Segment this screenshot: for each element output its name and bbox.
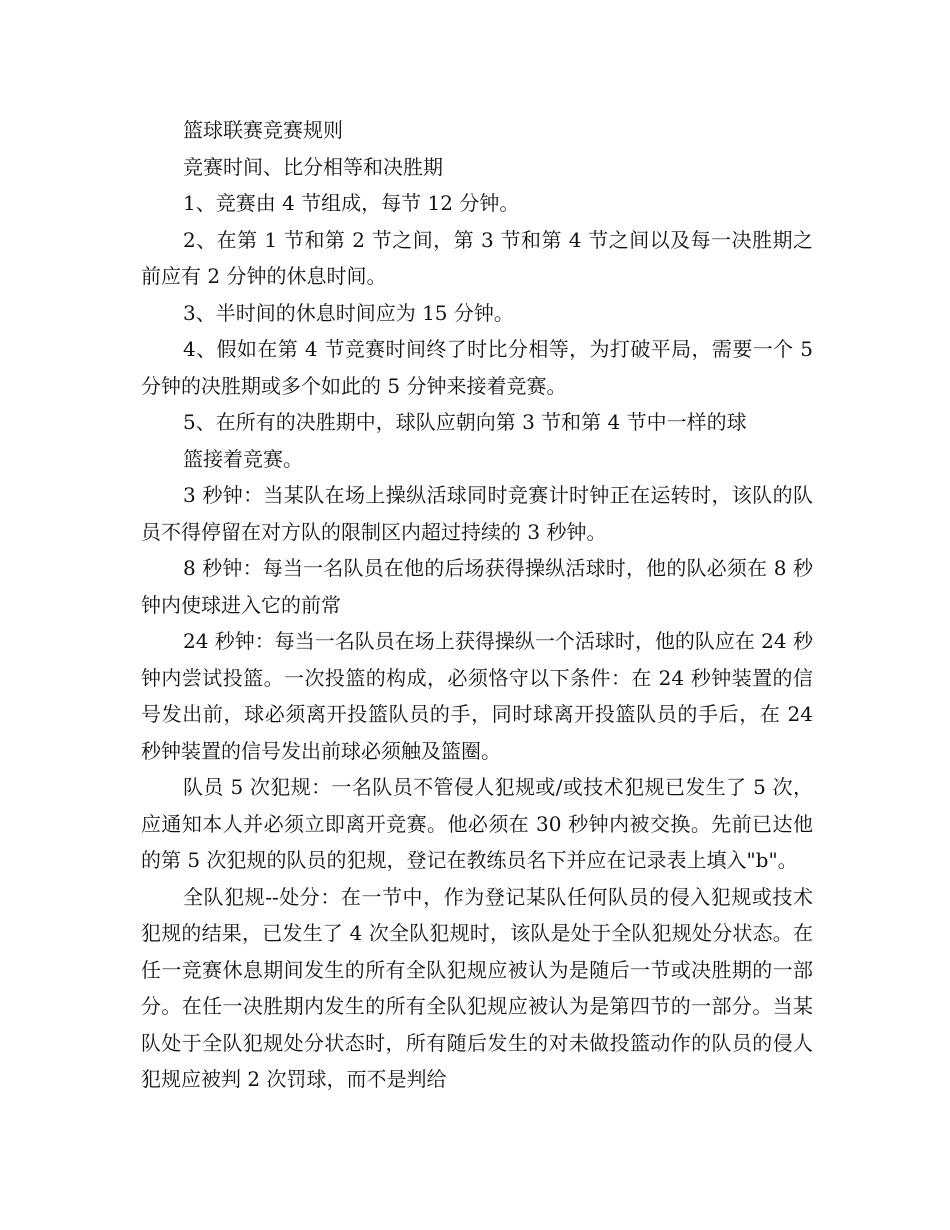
paragraph-rule-4: 4、假如在第 4 节竞赛时间终了时比分相等，为打破平局，需要一个 5 分钟的决胜期或多个如此的 5 分钟来接着竞赛。 xyxy=(141,337,813,398)
document-subtitle: 竞赛时间、比分相等和决胜期 xyxy=(183,154,443,179)
paragraph-player-fouls: 队员 5 次犯规：一名队员不管侵人犯规或/或技术犯规已发生了 5 次，应通知本人并必须立即离开竞赛。他必须在 30 秒钟内被交换。先前已达他的第 5 次犯规的队员的犯规，登记在教练员名下并应在记录表上填入"b"。 xyxy=(141,775,813,872)
document-title: 篮球联赛竞赛规则 xyxy=(183,118,343,142)
paragraph-team-fouls: 全队犯规--处分：在一节中，作为登记某队任何队员的侵入犯规或技术犯规的结果，已发生了 4 次全队犯规时，该队是处于全队犯规处分状态。在任一竞赛休息期间发生的所有全队犯规应被认为是随后一节或决胜期的一部分。在任一决胜期内发生的所有全队犯规应被认为是第四节的一部分。当某队处于全队犯规处分状态时，所有随后发生的对未做投篮动作的队员的侵人犯规应被判 2 次罚球，而不是判给 xyxy=(141,884,813,1091)
paragraph-rule-1: 1、竞赛由 4 节组成，每节 12 分钟。 xyxy=(183,191,520,215)
paragraph-24-second-rule: 24 秒钟：每当一名队员在场上获得操纵一个活球时，他的队应在 24 秒钟内尝试投篮。一次投篮的构成，必须恪守以下条件：在 24 秒钟装置的信号发出前，球必须离开投篮队员的手，同时球离开投篮队员的手后，在 24 秒钟装置的信号发出前球必须触及篮圈。 xyxy=(141,629,813,763)
paragraph-3-second-rule: 3 秒钟：当某队在场上操纵活球同时竞赛计时钟正在运转时，该队的队员不得停留在对方队的限制区内超过持续的 3 秒钟。 xyxy=(141,483,813,544)
paragraph-rule-3: 3、半时间的休息时间应为 15 分钟。 xyxy=(183,300,514,325)
paragraph-8-second-rule: 8 秒钟：每当一名队员在他的后场获得操纵活球时，他的队必须在 8 秒钟内使球进入它的前常 xyxy=(141,556,813,617)
document-body xyxy=(141,112,813,1098)
paragraph-rule-5-continued: 篮接着竞赛。 xyxy=(183,446,303,471)
paragraph-rule-2: 2、在第 1 节和第 2 节之间，第 3 节和第 4 节之间以及每一决胜期之前应有 2 分钟的休息时间。 xyxy=(141,227,813,288)
paragraph-rule-5: 5、在所有的决胜期中，球队应朝向第 3 节和第 4 节中一样的球 xyxy=(183,410,747,434)
